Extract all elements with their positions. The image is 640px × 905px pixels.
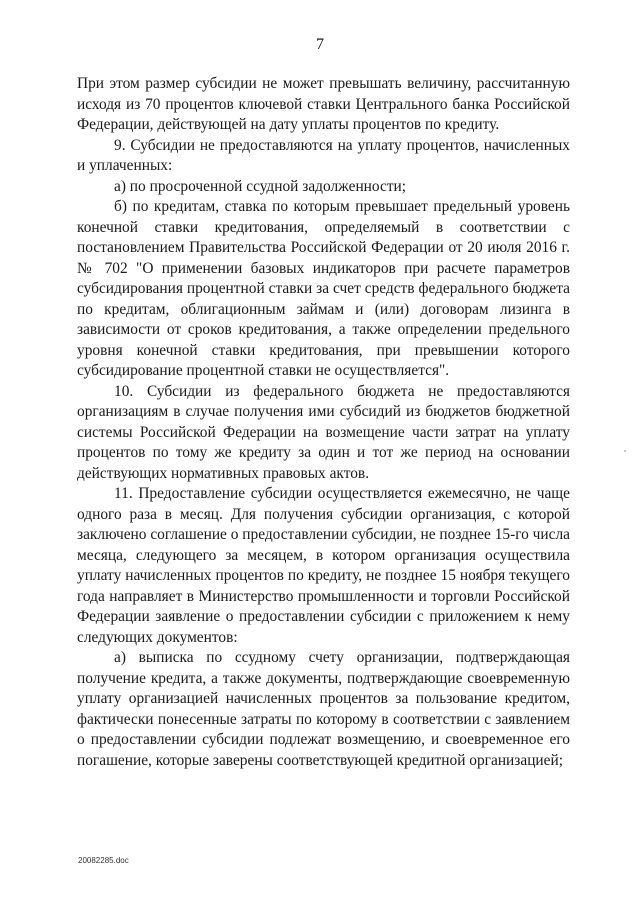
footer-document-code: 20082285.doc — [78, 856, 129, 865]
paragraph-clause-9b: б) по кредитам, ставка по которым превышает предельный уровень конечной ставки кредитования, определяемый в соответствии с постановлением Правительства Российской Федерации от 20 июля 2016 г. № 702 "О применении базовых индикаторов при расчете параметров субсидирования процентной ставки за счет средств федерального бюджета по кредитам, облигационным займам и (или) договорам лизинга в зависимости от сроков кредитования, а также определении предельного уровня конечной ставки кредитования, при превышении которого субсидирование процентной ставки не осуществляется". — [77, 198, 570, 379]
paragraph-clause-10: 10. Субсидии из федерального бюджета не предоставляются организациям в случае получения ими субсидий из бюджетов бюджетной системы Российской Федерации на возмещение части затрат на уплату процентов по тому же кредиту за один и тот же период на основании действующих нормативных правовых актов. — [77, 382, 570, 482]
paragraph-clause-9: 9. Субсидии не предоставляются на уплату процентов, начисленных и уплаченных: — [77, 136, 570, 174]
page-number: 7 — [316, 36, 324, 53]
paragraph-subsidy-limit: При этом размер субсидии не может превышать величину, рассчитанную исходя из 70 процентов ключевой ставки Центрального банка Российской Федерации, действующей на дату уплаты процентов по кредиту. — [77, 75, 570, 133]
document-body — [77, 74, 570, 771]
scan-speck — [624, 450, 626, 452]
paragraph-clause-11a: а) выписка по ссудному счету организации, подтверждающая получение кредита, а также документы, подтверждающие своевременную уплату организацией начисленных процентов за пользование кредитом, фактически понесенные затраты по которому в соответствии с заявлением о предоставлении субсидии подлежат возмещению, и своевременное его погашение, которые заверены соответствующей кредитной организацией; — [77, 649, 570, 769]
paragraph-clause-11: 11. Предоставление субсидии осуществляется ежемесячно, не чаще одного раза в месяц. Для получения субсидии организация, с которой заключено соглашение о предоставлении субсидии, не позднее 15-го числа месяца, следующего за месяцем, в котором организация осуществила уплату начисленных процентов по кредиту, не позднее 15 ноября текущего года направляет в Министерство промышленности и торговли Российской Федерации заявление о предоставлении субсидии с приложением к нему следующих документов: — [77, 485, 571, 646]
paragraph-clause-9a: а) по просроченной ссудной задолженности; — [114, 177, 407, 195]
